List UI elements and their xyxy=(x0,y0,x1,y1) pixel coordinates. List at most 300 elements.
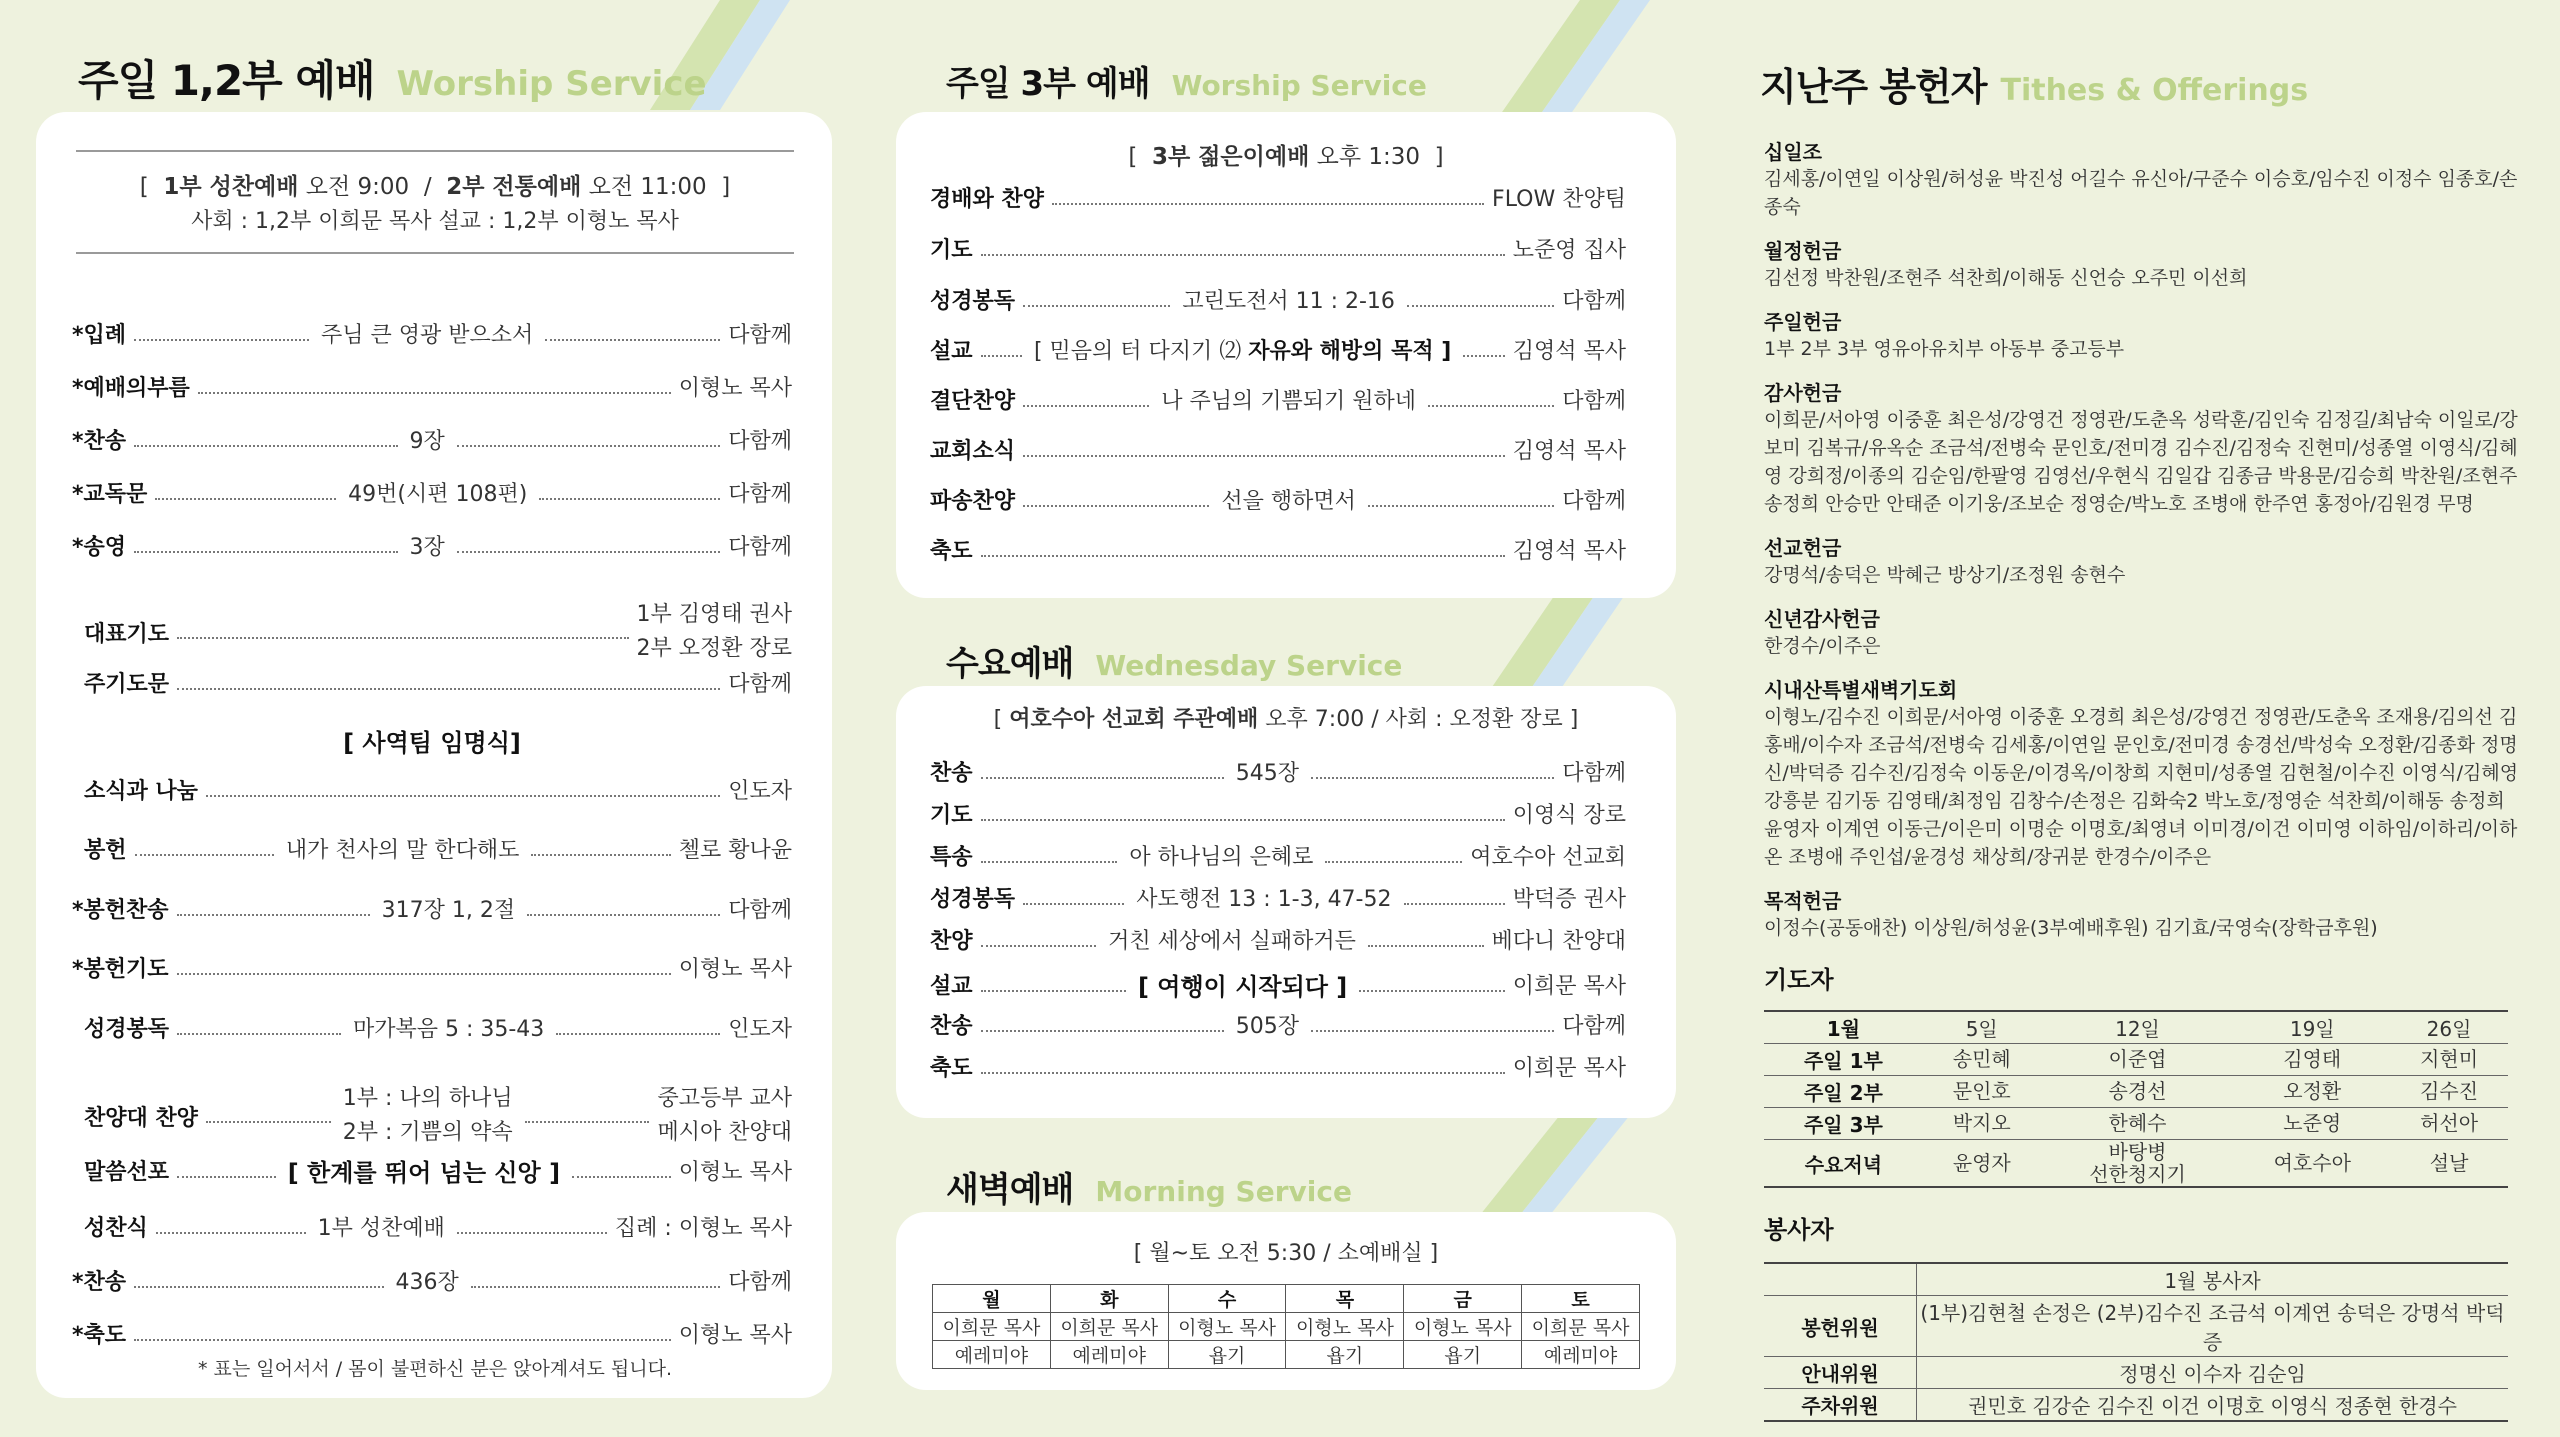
program-leader: 베다니 찬양대 xyxy=(1491,929,1627,954)
title-en: Tithes & Offerings xyxy=(2000,73,2309,108)
program-leader: 첼로 황나윤 xyxy=(678,838,793,863)
dots xyxy=(457,551,720,553)
program-label: *예배의부름 xyxy=(72,376,190,401)
prayer-row-label: 주일 3부 xyxy=(1764,1108,1923,1140)
day-header: 월 xyxy=(933,1285,1051,1313)
prayer-row xyxy=(1764,1140,2508,1188)
program-detail: 마가복음 5 : 35-43 xyxy=(352,1017,545,1042)
program-detail: 선을 행하면서 xyxy=(1221,489,1356,514)
program-leader: 이형노 목사 xyxy=(678,1323,792,1348)
dots xyxy=(981,1072,1505,1074)
program-label: *찬송 xyxy=(72,429,127,454)
prayer-cell xyxy=(2041,1044,2235,1076)
program-leader: 이형노 목사 xyxy=(678,957,792,982)
offering-group xyxy=(1764,603,2524,660)
prayer-cell-line: 이준엽 xyxy=(2108,1047,2167,1071)
volunteer-month: 1월 봉사자 xyxy=(1917,1263,2509,1296)
program-detail: 사도행전 13 : 1-3, 47-52 xyxy=(1136,887,1392,912)
program-label: 찬송 xyxy=(930,1014,973,1039)
prayer-cell xyxy=(2234,1044,2390,1076)
dots xyxy=(198,392,671,394)
offering-names: 1부 2부 3부 영유아유치부 아동부 중고등부 xyxy=(1764,338,2125,360)
program-leader: 다함께 xyxy=(728,535,792,560)
program-detail: 아 하나님의 은혜로 xyxy=(1129,845,1314,870)
volunteer-row xyxy=(1764,1389,2508,1422)
offering-group xyxy=(1764,532,2524,589)
dawn-schedule-table xyxy=(932,1284,1640,1369)
program-row xyxy=(72,667,792,698)
sermon-title: 자유와 해방의 목적 ] xyxy=(1248,339,1452,364)
volunteer-role: 안내위원 xyxy=(1764,1357,1917,1389)
day-header: 목 xyxy=(1286,1285,1404,1313)
program-row xyxy=(72,477,792,508)
prayer-col-header: 19일 xyxy=(2234,1011,2390,1044)
prayer-cell xyxy=(1923,1044,2041,1076)
program-row xyxy=(930,434,1626,465)
volunteer-row xyxy=(1764,1357,2508,1389)
offering-names: 김선정 박찬원/조현주 석찬희/이해동 신언승 오주민 이선희 xyxy=(1764,267,2248,289)
wednesday-host: 여호수아 선교회 주관예배 xyxy=(1009,707,1259,732)
program-detail: 고린도전서 11 : 2-16 xyxy=(1182,289,1395,314)
prayer-cell-line: 송경선 xyxy=(2108,1079,2167,1103)
dots xyxy=(981,555,1505,557)
program-leader: 다함께 xyxy=(1562,1014,1626,1039)
dots xyxy=(1023,405,1149,407)
dots xyxy=(134,1339,671,1341)
dots xyxy=(525,1121,650,1123)
dots xyxy=(981,945,1097,947)
section-title-sunday-3 xyxy=(946,56,1427,105)
program-row xyxy=(930,384,1626,415)
program-leader: 노준영 집사 xyxy=(1512,238,1626,263)
offering-type: 십일조 xyxy=(1764,140,1822,164)
prayer-row xyxy=(1764,1108,2508,1140)
program-row xyxy=(72,952,792,983)
program-leader: 다함께 xyxy=(1562,289,1627,314)
second-service-name: 2부 전통예배 xyxy=(446,174,582,200)
prayer-cell-line: 박지오 xyxy=(1952,1111,2011,1135)
program-detail: 9장 xyxy=(409,429,445,454)
service-times: [ 1부 성찬예배 오전 9:00 / 2부 전통예배 오전 11:00 ] xyxy=(139,174,731,200)
program-leader: 이희문 목사 xyxy=(1512,974,1627,999)
program-detail: 주님 큰 영광 받으소서 xyxy=(321,323,534,348)
volunteer-names: (1부)김현철 손정은 (2부)김수진 조금석 이계연 송덕은 강명석 박덕증 xyxy=(1917,1296,2509,1357)
book-cell: 욥기 xyxy=(1286,1341,1404,1369)
volunteer-names: 정명신 이수자 김순임 xyxy=(1917,1357,2509,1389)
sermon-series: [ 믿음의 터 다지기 ⑵ xyxy=(1033,339,1249,364)
dots xyxy=(1428,405,1554,407)
title-en: Worship Service xyxy=(1171,69,1427,102)
program-row xyxy=(930,882,1626,913)
program-leader: 이희문 목사 xyxy=(1512,1056,1626,1081)
offering-group xyxy=(1764,306,2524,363)
program-label: *교독문 xyxy=(72,482,148,507)
dots xyxy=(177,914,370,916)
program-leader: 다함께 xyxy=(728,482,792,507)
program-detail: 545장 xyxy=(1235,761,1299,786)
program-detail: 거친 세상에서 실패하거든 xyxy=(1108,929,1356,954)
section-title-wednesday xyxy=(946,636,1402,685)
prayer-cell-line: 문인호 xyxy=(1952,1079,2011,1103)
detail-line: 2부 : 기쁨의 약속 xyxy=(342,1120,513,1145)
program-label: 설교 xyxy=(930,339,973,364)
dots xyxy=(531,854,670,856)
dots xyxy=(177,1176,276,1178)
dots xyxy=(206,1121,331,1123)
offering-type: 주일헌금 xyxy=(1764,310,1842,334)
program-detail: 436장 xyxy=(395,1270,459,1295)
prayer-col-header: 12일 xyxy=(2041,1011,2235,1044)
program-leader: 이형노 목사 xyxy=(678,1160,792,1185)
offering-type: 감사헌금 xyxy=(1764,381,1842,405)
dots xyxy=(1311,777,1554,779)
title-ko: 지난주 봉헌자 xyxy=(1760,65,1987,109)
dots xyxy=(206,795,720,797)
dots xyxy=(1023,903,1124,905)
prayer-cell xyxy=(2390,1108,2508,1140)
prayer-cell xyxy=(1923,1076,2041,1108)
program-row xyxy=(930,756,1626,787)
dawn-header: [ 월~토 오전 5:30 / 소예배실 ] xyxy=(1133,1241,1439,1266)
service-3-header: [ 3부 젊은이예배 오후 1:30 ] xyxy=(1128,144,1444,170)
program-row xyxy=(930,534,1626,565)
program-detail: 317장 1, 2절 xyxy=(381,898,516,923)
dots xyxy=(1052,203,1484,205)
program-row xyxy=(930,1009,1626,1040)
dots xyxy=(981,777,1224,779)
leader-line: 중고등부 교사 xyxy=(657,1086,792,1111)
day-header: 화 xyxy=(1050,1285,1168,1313)
prayer-cell xyxy=(2041,1140,2235,1188)
leader-cell: 이희문 목사 xyxy=(933,1313,1051,1341)
program-row xyxy=(72,893,792,924)
prayer-col-header: 26일 xyxy=(2390,1011,2508,1044)
program-label: 교회소식 xyxy=(930,439,1016,464)
program-row xyxy=(72,424,792,455)
program-row xyxy=(72,598,792,666)
program-row xyxy=(72,1318,792,1349)
leader-cell: 이희문 목사 xyxy=(1050,1313,1168,1341)
prayer-cell xyxy=(2390,1076,2508,1108)
prayer-cell-line: 허선아 xyxy=(2420,1111,2479,1135)
program-row xyxy=(72,833,792,864)
dots xyxy=(545,339,720,341)
program-row xyxy=(72,1082,792,1150)
dots xyxy=(1311,1030,1554,1032)
book-cell: 예레미야 xyxy=(1050,1341,1168,1369)
offering-type: 신년감사헌금 xyxy=(1764,607,1880,631)
offering-names: 김세홍/이연일 이상원/허성윤 박진성 어길수 유신아/구준수 이승호/임수진 이정수 임종호/손종숙 xyxy=(1764,168,2518,218)
book-cell: 욥기 xyxy=(1404,1341,1522,1369)
title-en: Wednesday Service xyxy=(1095,649,1403,682)
prayer-cell-line: 김영태 xyxy=(2283,1047,2342,1071)
book-cell: 욥기 xyxy=(1168,1341,1286,1369)
dots xyxy=(527,914,720,916)
dots xyxy=(471,1286,720,1288)
dots xyxy=(539,498,720,500)
detail-line: 1부 : 나의 하나님 xyxy=(342,1086,513,1111)
first-service-name: 1부 성찬예배 xyxy=(163,174,299,200)
volunteer-names: 권민호 김강순 김수진 이건 이명호 이영식 정종현 한경수 xyxy=(1917,1389,2509,1422)
offering-group xyxy=(1764,885,2524,942)
volunteers-title: 봉사자 xyxy=(1764,1216,1834,1244)
prayer-title: 기도자 xyxy=(1764,966,1834,994)
program-detail xyxy=(339,1082,517,1150)
program-row xyxy=(72,371,792,402)
program-label: 파송찬양 xyxy=(930,489,1016,514)
program-leader xyxy=(657,1082,792,1150)
leader-line: 메시아 찬양대 xyxy=(657,1120,792,1145)
program-label: 축도 xyxy=(930,1056,973,1081)
dots xyxy=(981,1030,1224,1032)
dots xyxy=(981,990,1126,992)
program-leader: 다함께 xyxy=(728,429,792,454)
prayer-cell-line: 송민혜 xyxy=(1952,1047,2011,1071)
program-label: 결단찬양 xyxy=(930,389,1016,414)
program-leader: 김영석 목사 xyxy=(1512,439,1626,464)
program-label: *축도 xyxy=(72,1323,127,1348)
prayer-cell xyxy=(1923,1108,2041,1140)
dots xyxy=(1368,505,1554,507)
dots xyxy=(134,445,397,447)
volunteer-role: 주차위원 xyxy=(1764,1389,1917,1422)
program-label: 기도 xyxy=(930,803,973,828)
offering-type: 목적헌금 xyxy=(1764,889,1842,913)
program-label: 찬양대 찬양 xyxy=(84,1105,198,1131)
volunteers-table xyxy=(1764,1262,2508,1422)
offering-names: 이정수(공동애찬) 이상원/허성윤(3부예배후원) 김기효/국영숙(장학금후원) xyxy=(1764,917,2378,939)
program-row xyxy=(930,182,1626,213)
dots xyxy=(981,861,1118,863)
program-label: 찬양 xyxy=(930,929,973,954)
program-detail xyxy=(1030,334,1455,365)
dots xyxy=(177,637,628,639)
offering-group xyxy=(1764,674,2524,871)
program-leader: 다함께 xyxy=(1562,489,1627,514)
title-ko: 수요예배 xyxy=(946,644,1074,684)
dots xyxy=(981,254,1505,256)
program-row xyxy=(72,1211,792,1242)
title-en: Worship Service xyxy=(396,64,707,104)
volunteer-corner xyxy=(1764,1263,1917,1296)
program-leader: 이형노 목사 xyxy=(678,376,792,401)
program-row xyxy=(72,1265,792,1296)
prayer-cell-line: 지현미 xyxy=(2420,1047,2479,1071)
program-row xyxy=(72,318,792,349)
dots xyxy=(134,551,397,553)
prayer-cell-line: 김수진 xyxy=(2420,1079,2479,1103)
title-ko: 주일 3부 예배 xyxy=(946,64,1150,104)
prayer-cell-line: 윤영자 xyxy=(1952,1150,2011,1175)
program-label: 설교 xyxy=(930,974,973,999)
program-row xyxy=(72,774,792,805)
offering-names: 이형노/김수진 이희문/서아영 이중훈 오경희 최은성/강영건 정영관/도춘옥 조재용/김의선 김홍배/이수자 조금석/전병숙 김세홍/이연일 문인호/전미경 송경선/박성숙 오정환/김종화 정명신/박덕증 김수진/김정숙 이동운/이경옥/이창희 지현미/성종열 김현철/이수진 이영식/김혜영 강흥분 김기동 김영태/최정임 김창수/손정은 김화숙2 박노호/정영순 석찬희/이해동 송정희 윤영자 이계연 이동근/이은미 이명순 이명호/최영녀 이미경/이건 이미영 이하임/이하리/이하온 조병애 주인섭/윤경성 채상희/장귀분 한경수/이주은 xyxy=(1764,706,2519,868)
program-label: 성찬식 xyxy=(84,1216,148,1241)
program-label: 기도 xyxy=(930,238,973,263)
program-leader: 박덕증 권사 xyxy=(1512,887,1626,912)
program-label: *봉헌기도 xyxy=(72,957,169,982)
dots xyxy=(1023,305,1170,307)
program-row xyxy=(930,967,1626,1002)
volunteer-row xyxy=(1764,1296,2508,1357)
program-row xyxy=(72,1012,792,1043)
section-title-dawn xyxy=(946,1162,1352,1211)
program-leader: 인도자 xyxy=(728,1017,793,1042)
prayer-cell xyxy=(2041,1108,2235,1140)
service-3-name: 3부 젊은이예배 xyxy=(1151,144,1310,170)
prayer-row xyxy=(1764,1076,2508,1108)
prayer-cell-line: 바탕병 xyxy=(2108,1140,2167,1164)
program-leader: 여호수아 선교회 xyxy=(1470,845,1627,870)
title-en: Morning Service xyxy=(1095,1175,1352,1208)
dots xyxy=(572,1176,671,1178)
leader-line: 1부 김영태 권사 xyxy=(636,602,792,627)
volunteer-header-row xyxy=(1764,1263,2508,1296)
program-row xyxy=(72,1153,792,1188)
leader-cell: 이형노 목사 xyxy=(1168,1313,1286,1341)
day-header: 토 xyxy=(1522,1285,1640,1313)
divider xyxy=(76,150,794,152)
program-label: 말씀선포 xyxy=(84,1160,170,1185)
dots xyxy=(1359,990,1504,992)
prayer-cell-line: 선한청지기 xyxy=(2089,1162,2186,1186)
prayer-cell xyxy=(2234,1076,2390,1108)
leader-line: 2부 오정환 장로 xyxy=(636,636,792,661)
prayer-cell-line: 한혜수 xyxy=(2108,1111,2167,1135)
prayer-row-label: 주일 1부 xyxy=(1764,1044,1923,1076)
dots xyxy=(135,854,274,856)
program-leader: 다함께 xyxy=(728,672,792,697)
program-detail: 3장 xyxy=(409,535,445,560)
program-detail: 49번(시편 108편) xyxy=(348,482,528,507)
dots xyxy=(177,973,671,975)
dots xyxy=(556,1033,720,1035)
dots xyxy=(1023,455,1505,457)
section-title-sunday-12 xyxy=(78,48,707,108)
program-detail: 1부 성찬예배 xyxy=(317,1216,445,1241)
day-header: 수 xyxy=(1168,1285,1286,1313)
prayer-cell-line: 오정환 xyxy=(2283,1079,2342,1103)
leader-cell: 이형노 목사 xyxy=(1286,1313,1404,1341)
prayer-cell-line: 설날 xyxy=(2429,1150,2469,1175)
wednesday-header: [ 여호수아 선교회 주관예배 오후 7:00 / 사회 : 오정환 장로 ] xyxy=(993,707,1579,732)
program-detail: 505장 xyxy=(1235,1014,1299,1039)
program-leader: 인도자 xyxy=(728,779,792,804)
offering-names: 강명석/송덕은 박혜근 방상기/조정원 송현수 xyxy=(1764,564,2126,586)
prayer-col-header: 5일 xyxy=(1923,1011,2041,1044)
offerings-list xyxy=(1764,122,2524,942)
dots xyxy=(134,1286,383,1288)
prayer-cell-line: 여호수아 xyxy=(2273,1150,2351,1175)
program-label: 대표기도 xyxy=(84,621,170,647)
divider xyxy=(76,252,794,254)
program-label: 찬송 xyxy=(930,761,973,786)
program-label: 봉헌 xyxy=(84,838,127,863)
prayer-header-row xyxy=(1764,1011,2508,1044)
program-leader: 다함께 xyxy=(1562,761,1626,786)
program-label: 성경봉독 xyxy=(84,1017,170,1042)
program-label: 특송 xyxy=(930,845,973,870)
program-leader: 집례 : 이형노 목사 xyxy=(614,1216,792,1241)
program-label: 경배와 찬양 xyxy=(930,187,1044,212)
dots xyxy=(1325,861,1462,863)
program-leader: FLOW 찬양팀 xyxy=(1492,187,1626,212)
program-row xyxy=(930,1051,1626,1082)
dots xyxy=(177,688,720,690)
dots xyxy=(981,355,1022,357)
offering-group xyxy=(1764,377,2524,518)
program-row xyxy=(930,840,1626,871)
program-row xyxy=(72,723,792,758)
dots xyxy=(457,445,720,447)
leader-cell: 이희문 목사 xyxy=(1522,1313,1640,1341)
program-row xyxy=(930,284,1626,315)
program-row xyxy=(930,484,1626,515)
dots xyxy=(177,1033,341,1035)
program-detail: [ 한계를 뛰어 넘는 신앙 ] xyxy=(287,1159,561,1187)
footnote: * 표는 일어서서 / 몸이 불편하신 분은 앉아계셔도 됩니다. xyxy=(197,1358,673,1380)
program-leader: 다함께 xyxy=(728,1270,792,1295)
dots xyxy=(156,1232,306,1234)
prayer-cell xyxy=(2234,1108,2390,1140)
dots xyxy=(1407,305,1554,307)
offering-names: 한경수/이주은 xyxy=(1764,635,1881,657)
dots xyxy=(134,339,309,341)
section-heading: [ 사역팀 임명식] xyxy=(343,729,521,757)
program-row xyxy=(930,233,1626,264)
title-ko: 새벽예배 xyxy=(946,1170,1074,1210)
volunteer-role: 봉헌위원 xyxy=(1764,1296,1917,1357)
program-detail: 내가 천사의 말 한다해도 xyxy=(285,838,520,863)
program-label: 주기도문 xyxy=(84,672,170,697)
program-leader: 김영석 목사 xyxy=(1512,339,1627,364)
program-row xyxy=(72,530,792,561)
dots xyxy=(457,1232,607,1234)
prayer-table xyxy=(1764,1010,2508,1188)
program-label: *송영 xyxy=(72,535,127,560)
program-leader: 김영석 목사 xyxy=(1512,539,1626,564)
offering-names: 이희문/서아영 이중훈 최은성/강영건 정영관/도춘옥 성락훈/김인숙 김정길/최남숙 이일로/강보미 김복규/유옥순 조금석/전병숙 문인호/전미경 김수진/김정숙 진현미/성종열 이영식/김혜영 강희정/이종의 김순임/한팔영 김영선/우현식 김일갑 김종금 박용문/김승희 박찬원/조현주 송정희 안승만 안태준 이기웅/조보순 정영순/박노호 조병애 한주연 홍정아/김원경 무명 xyxy=(1764,409,2518,515)
dots xyxy=(1368,945,1484,947)
book-cell: 예레미야 xyxy=(1522,1341,1640,1369)
program-label: *찬송 xyxy=(72,1270,127,1295)
dots xyxy=(155,498,336,500)
program-leader: 이영식 장로 xyxy=(1512,803,1626,828)
prayer-cell xyxy=(2390,1140,2508,1188)
day-header: 금 xyxy=(1404,1285,1522,1313)
program-row xyxy=(930,798,1626,829)
title-ko: 주일 1,2부 예배 xyxy=(78,56,375,105)
prayer-cell xyxy=(2041,1076,2235,1108)
dots xyxy=(1023,505,1209,507)
offering-type: 시내산특별새벽기도회 xyxy=(1764,678,1958,702)
offering-group xyxy=(1764,136,2524,221)
program-label: 성경봉독 xyxy=(930,887,1016,912)
book-cell: 예레미야 xyxy=(933,1341,1051,1369)
program-detail: 나 주님의 기쁨되기 원하네 xyxy=(1161,389,1417,414)
prayer-cell xyxy=(2390,1044,2508,1076)
program-leader: 다함께 xyxy=(728,898,793,923)
program-label: 축도 xyxy=(930,539,973,564)
prayer-row xyxy=(1764,1044,2508,1076)
program-label: *봉헌찬송 xyxy=(72,898,169,923)
dots xyxy=(1463,355,1504,357)
leader-cell: 이형노 목사 xyxy=(1404,1313,1522,1341)
program-detail: [ 여행이 시작되다 ] xyxy=(1137,973,1348,1001)
prayer-row-label: 주일 2부 xyxy=(1764,1076,1923,1108)
dots xyxy=(981,819,1505,821)
program-label: 성경봉독 xyxy=(930,289,1016,314)
